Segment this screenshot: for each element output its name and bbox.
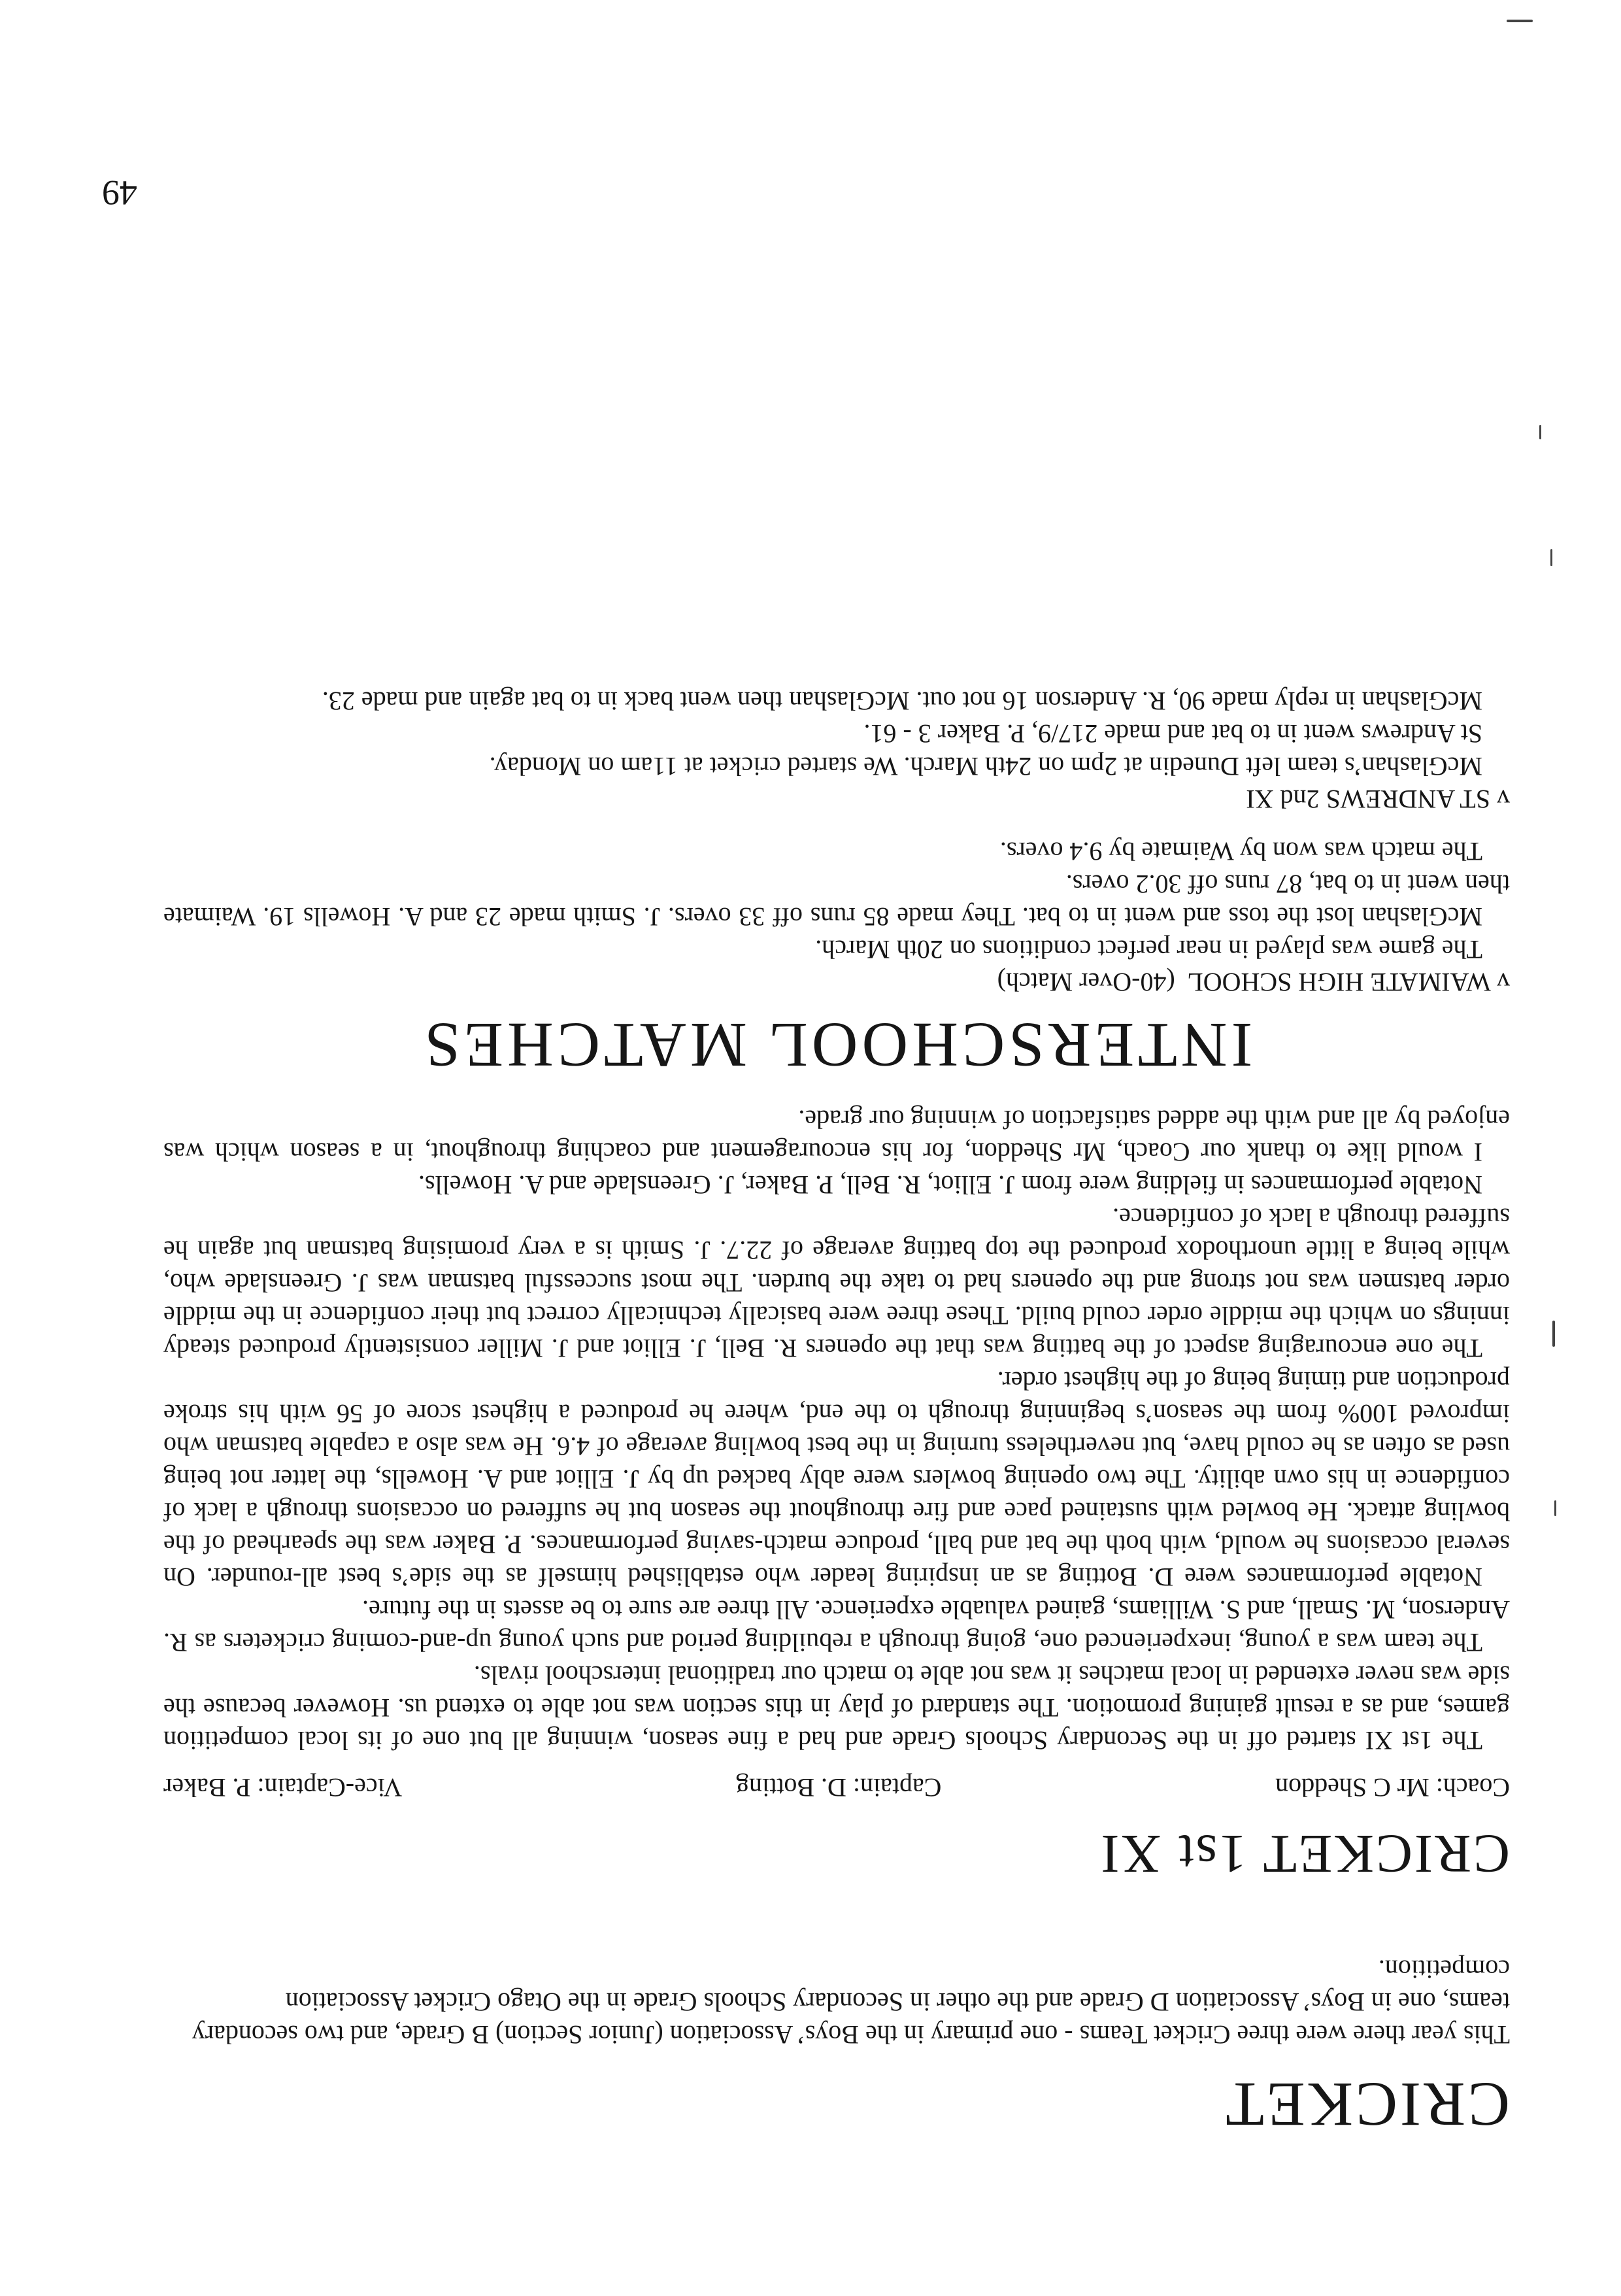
scan-speck <box>1550 549 1552 566</box>
team-officials <box>163 1771 1510 1804</box>
vice-captain-label: Vice-Captain: P. Baker <box>163 1773 403 1802</box>
report-paragraph: The team was a young, inexperienced one, going through a rebuilding period and such young up-and-coming cricketers as R. Anderson, M. Small, and S. Williams, gained valuable experience. All three are sure to be assets in the future. <box>163 1595 1510 1657</box>
match-paragraph: McGlashan lost the toss and went in to bat. They made 85 runs off 33 overs. J. Smith made 23 and A. Howells 19. Waimate then went in to bat, 87 runs off 30.2 overs. <box>163 869 1510 932</box>
scan-speck <box>1507 20 1533 22</box>
section-title-first-xi: CRICKET 1st XI <box>1099 1823 1510 1884</box>
intro-paragraph: This year there were three Cricket Teams - one primary in the Boys’ Association (Junior Section) B Grade, and two secondary teams, one in Boys’ Association D Grade and the other in Secondary Schools Grade in the Otago Cricket Association competition. <box>192 1955 1510 2050</box>
match-heading: v ST ANDREWS 2nd XI <box>1246 785 1510 814</box>
scan-speck <box>1554 1500 1556 1516</box>
scan-speck <box>1539 425 1541 439</box>
section-title-interschool: INTERSCHOOL MATCHES <box>420 1009 1253 1080</box>
report-paragraph: The one encouraging aspect of the batting was that the openers R. Bell, J. Elliot and J. Miller consistently produced steady innings on which the middle order could build. These three were basically technically correct but their confidence in the middle order batsmen was not strong and the openers had to take the burden. The most successful batsman was J. Greenslade who, while being a little unorthodox produced the top batting average of 22.7. J. Smith is a very promising batsman but again he suffered through a lack of confidence. <box>163 1203 1510 1363</box>
page-content <box>163 684 1510 2140</box>
captain-label: Captain: D. Botting <box>735 1773 942 1802</box>
match-paragraph: St Andrews went in to bat and made 217/9, P. Baker 3 - 61. <box>863 719 1482 749</box>
report-paragraph: Notable performances were D. Botting as an inspiring leader who established himself as the side’s best all-rounder. On several occasions he would, with both the bat and ball, produce match-saving performances. P. Baker was the spearhead of the bowling attack. He bowled with sustained pace and fire throughout the season but he suffered on occasions through a lack of confidence in his own ability. The two opening bowlers were ably backed up by J. Elliot and A. Howells, the latter not being used as often as he could have, but nevertheless turning in the best bowling average of 4.6. He was also a capable batsman who improved 100% from the season’s beginning through to the end, where he produced a highest score of 56 with his stroke production and timing being of the highest order. <box>163 1366 1510 1592</box>
match-paragraph: The match was won by Waimate by 9.4 overs. <box>999 837 1482 866</box>
coach-label: Coach: Mr C Sheddon <box>1275 1773 1510 1802</box>
match-heading: v WAIMATE HIGH SCHOOL (40-Over Match) <box>997 968 1510 997</box>
report-paragraph: Notable performances in fielding were from J. Elliot, R. Bell, P. Baker, J. Greenslade and A. Howells. <box>418 1170 1482 1200</box>
report-paragraph: I would like to thank our Coach, Mr Sheddon, for his encouragement and coaching throughout, in a season which was enjoyed by all and with the added satisfaction of winning our grade. <box>163 1105 1510 1167</box>
match-paragraph: McGlashan’s team left Dunedin at 2pm on 24th March. We started cricket at 11am on Monday. <box>489 752 1482 781</box>
match-paragraph: McGlashan in reply made 90, R. Anderson 16 not out. McGlashan then went back in to bat again and made 23. <box>322 686 1482 716</box>
report-paragraph: The 1st XI started off in the Secondary Schools Grade and had a fine season, winning all but one of its local competition games, and as a result gaining promotion. The standard of play in this section was not able to extend us. However because the side was never extended in local matches it was not able to match our traditional interschool rivals. <box>163 1661 1510 1755</box>
page-number: 49 <box>102 173 137 212</box>
scan-speck <box>1552 1321 1555 1347</box>
page-title: CRICKET <box>1223 2070 1510 2140</box>
match-paragraph: The game was played in near perfect conditions on 20th March. <box>815 935 1482 964</box>
